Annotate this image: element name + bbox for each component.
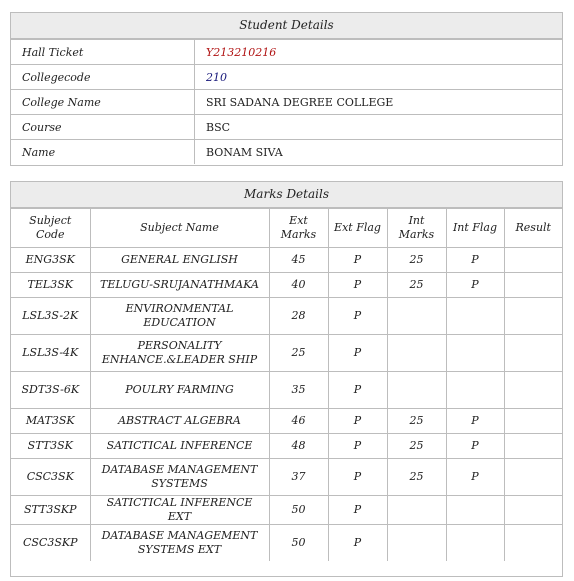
name-label: Name [11, 140, 195, 165]
result-cell [504, 273, 562, 298]
result-cell [504, 434, 562, 459]
ext-flag-cell: P [328, 525, 387, 562]
ext-flag-cell: P [328, 409, 387, 434]
subject-code-cell: CSC3SK [11, 459, 90, 496]
name-value: BONAM SIVA [195, 140, 563, 165]
subject-code-cell: CSC3SKP [11, 525, 90, 562]
header-ext-flag: Ext Flag [328, 209, 387, 248]
course-label: Course [11, 115, 195, 140]
subject-name-cell: DATABASE MANAGEMENT SYSTEMS EXT [90, 525, 269, 562]
ext-flag-cell: P [328, 372, 387, 409]
int-marks-cell: 25 [387, 459, 446, 496]
ext-marks-cell: 37 [269, 459, 328, 496]
table-row [11, 525, 562, 562]
header-result: Result [504, 209, 562, 248]
subject-name-cell: GENERAL ENGLISH [90, 248, 269, 273]
header-int-flag: Int Flag [446, 209, 504, 248]
int-flag-cell [446, 525, 504, 562]
table-row [11, 459, 562, 496]
ext-marks-cell: 40 [269, 273, 328, 298]
subject-name-cell: DATABASE MANAGEMENT SYSTEMS [90, 459, 269, 496]
subject-code-cell: MAT3SK [11, 409, 90, 434]
student-details-table [11, 39, 562, 164]
result-cell [504, 525, 562, 562]
int-marks-cell: 25 [387, 409, 446, 434]
int-flag-cell: P [446, 273, 504, 298]
table-row [11, 140, 562, 165]
subject-name-cell: ABSTRACT ALGEBRA [90, 409, 269, 434]
int-marks-cell: 25 [387, 248, 446, 273]
student-details-panel [10, 12, 563, 166]
marks-details-title: Marks Details [11, 182, 562, 208]
int-marks-cell [387, 372, 446, 409]
ext-marks-cell: 28 [269, 298, 328, 335]
subject-code-cell: TEL3SK [11, 273, 90, 298]
table-row [11, 115, 562, 140]
subject-code-cell: LSL3S-2K [11, 298, 90, 335]
subject-code-cell: STT3SK [11, 434, 90, 459]
table-row [11, 409, 562, 434]
ext-flag-cell: P [328, 335, 387, 372]
result-cell [504, 248, 562, 273]
subject-name-cell: PERSONALITY ENHANCE.&LEADER SHIP [90, 335, 269, 372]
int-flag-cell [446, 335, 504, 372]
result-cell [504, 298, 562, 335]
table-row [11, 40, 562, 65]
table-row [11, 298, 562, 335]
header-subject-name: Subject Name [90, 209, 269, 248]
subject-code-cell: STT3SKP [11, 496, 90, 525]
subject-name-cell: TELUGU-SRUJANATHMAKA [90, 273, 269, 298]
result-cell [504, 335, 562, 372]
ext-flag-cell: P [328, 434, 387, 459]
header-subject-code: Subject Code [11, 209, 90, 248]
college-code-label: Collegecode [11, 65, 195, 90]
ext-marks-cell: 35 [269, 372, 328, 409]
int-flag-cell [446, 372, 504, 409]
int-marks-cell: 25 [387, 434, 446, 459]
ext-marks-cell: 46 [269, 409, 328, 434]
college-name-value: SRI SADANA DEGREE COLLEGE [195, 90, 563, 115]
ext-marks-cell: 45 [269, 248, 328, 273]
marks-table-body [11, 248, 562, 562]
college-code-value: 210 [195, 65, 563, 90]
table-row [11, 90, 562, 115]
subject-name-cell: SATICTICAL INFERENCE EXT [90, 496, 269, 525]
marks-details-panel [10, 181, 563, 577]
result-cell [504, 496, 562, 525]
int-flag-cell: P [446, 248, 504, 273]
subject-name-cell: SATICTICAL INFERENCE [90, 434, 269, 459]
ext-marks-cell: 25 [269, 335, 328, 372]
ext-flag-cell: P [328, 459, 387, 496]
table-row [11, 434, 562, 459]
ext-marks-cell: 48 [269, 434, 328, 459]
int-flag-cell [446, 496, 504, 525]
header-ext-marks: Ext Marks [269, 209, 328, 248]
table-row [11, 248, 562, 273]
course-value: BSC [195, 115, 563, 140]
ext-flag-cell: P [328, 298, 387, 335]
marks-table [11, 208, 562, 561]
int-marks-cell [387, 298, 446, 335]
subject-name-cell: POULRY FARMING [90, 372, 269, 409]
int-flag-cell: P [446, 434, 504, 459]
subject-code-cell: LSL3S-4K [11, 335, 90, 372]
ext-flag-cell: P [328, 248, 387, 273]
table-row [11, 372, 562, 409]
hall-ticket-value: Y213210216 [195, 40, 563, 65]
ext-flag-cell: P [328, 496, 387, 525]
ext-flag-cell: P [328, 273, 387, 298]
table-row [11, 273, 562, 298]
table-row [11, 496, 562, 525]
int-marks-cell [387, 525, 446, 562]
int-marks-cell: 25 [387, 273, 446, 298]
int-flag-cell: P [446, 409, 504, 434]
subject-name-cell: ENVIRONMENTAL EDUCATION [90, 298, 269, 335]
subject-code-cell: SDT3S-6K [11, 372, 90, 409]
result-cell [504, 409, 562, 434]
college-name-label: College Name [11, 90, 195, 115]
result-cell [504, 372, 562, 409]
table-row [11, 335, 562, 372]
hall-ticket-label: Hall Ticket [11, 40, 195, 65]
ext-marks-cell: 50 [269, 496, 328, 525]
student-details-title: Student Details [11, 13, 562, 39]
int-marks-cell [387, 335, 446, 372]
int-flag-cell [446, 298, 504, 335]
result-cell [504, 459, 562, 496]
ext-marks-cell: 50 [269, 525, 328, 562]
int-marks-cell [387, 496, 446, 525]
header-int-marks: Int Marks [387, 209, 446, 248]
marks-header-row [11, 209, 562, 248]
int-flag-cell: P [446, 459, 504, 496]
table-row [11, 65, 562, 90]
subject-code-cell: ENG3SK [11, 248, 90, 273]
